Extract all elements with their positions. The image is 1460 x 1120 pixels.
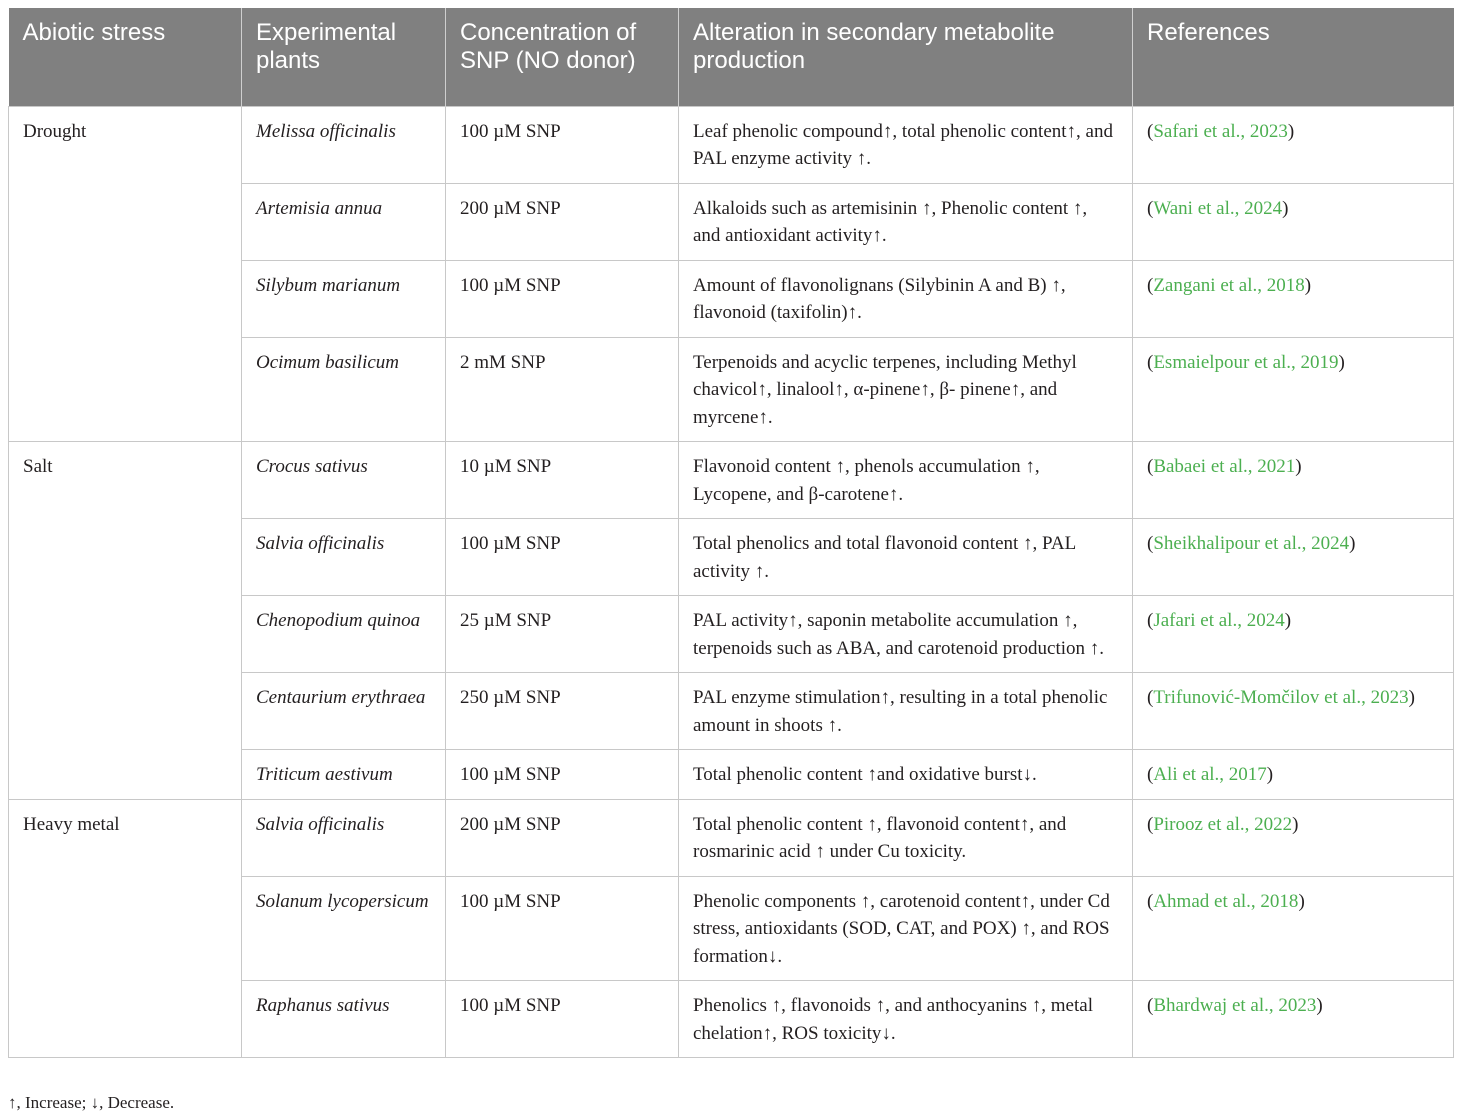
plant-cell: Chenopodium quinoa xyxy=(242,596,446,673)
plant-cell: Triticum aestivum xyxy=(242,750,446,800)
alteration-cell: Flavonoid content ↑, phenols accumulation ↑, Lycopene, and β-carotene↑. xyxy=(679,442,1133,519)
reference-cell: (Trifunović-Momčilov et al., 2023) xyxy=(1133,673,1454,750)
plant-cell: Salvia officinalis xyxy=(242,519,446,596)
concentration-cell: 100 µM SNP xyxy=(446,519,679,596)
concentration-cell: 100 µM SNP xyxy=(446,106,679,183)
plant-cell: Silybum marianum xyxy=(242,260,446,337)
reference-link[interactable]: Safari et al., 2023 xyxy=(1153,120,1288,142)
table-row xyxy=(9,442,1454,519)
reference-cell: (Safari et al., 2023) xyxy=(1133,106,1454,183)
concentration-cell: 100 µM SNP xyxy=(446,981,679,1058)
reference-cell: (Jafari et al., 2024) xyxy=(1133,596,1454,673)
alteration-cell: PAL activity↑, saponin metabolite accumulation ↑, terpenoids such as ABA, and carotenoid production ↑. xyxy=(679,596,1133,673)
reference-cell: (Esmaielpour et al., 2019) xyxy=(1133,337,1454,442)
plant-cell: Melissa officinalis xyxy=(242,106,446,183)
table-footnote: ↑, Increase; ↓, Decrease. xyxy=(8,1093,175,1112)
reference-link[interactable]: Esmaielpour et al., 2019 xyxy=(1153,351,1339,373)
alteration-cell: Phenolics ↑, flavonoids ↑, and anthocyanins ↑, metal chelation↑, ROS toxicity↓. xyxy=(679,981,1133,1058)
reference-cell: (Ali et al., 2017) xyxy=(1133,750,1454,800)
reference-link[interactable]: Babaei et al., 2021 xyxy=(1153,456,1296,477)
plant-cell: Salvia officinalis xyxy=(242,799,446,876)
reference-cell: (Ahmad et al., 2018) xyxy=(1133,876,1454,981)
stress-cell: Salt xyxy=(9,442,242,800)
concentration-cell: 2 mM SNP xyxy=(446,337,679,442)
alteration-cell: PAL enzyme stimulation↑, resulting in a total phenolic amount in shoots ↑. xyxy=(679,673,1133,750)
reference-cell: (Wani et al., 2024) xyxy=(1133,183,1454,260)
table-header xyxy=(9,8,1454,106)
alteration-cell: Total phenolics and total flavonoid content ↑, PAL activity ↑. xyxy=(679,519,1133,596)
concentration-cell: 200 µM SNP xyxy=(446,183,679,260)
reference-link[interactable]: Trifunović-Momčilov et al., 2023 xyxy=(1153,687,1409,708)
table-body xyxy=(9,106,1454,1058)
plant-cell: Raphanus sativus xyxy=(242,981,446,1058)
header-metabolite-alteration: Alteration in secondary metabolite production xyxy=(679,8,1133,106)
reference-link[interactable]: Zangani et al., 2018 xyxy=(1153,274,1305,296)
reference-link[interactable]: Ahmad et al., 2018 xyxy=(1153,890,1299,912)
table-row xyxy=(9,799,1454,876)
data-table xyxy=(8,8,1454,1058)
alteration-cell: Amount of flavonolignans (Silybinin A and B) ↑, flavonoid (taxifolin)↑. xyxy=(679,260,1133,337)
plant-cell: Crocus sativus xyxy=(242,442,446,519)
concentration-cell: 250 µM SNP xyxy=(446,673,679,750)
alteration-cell: Alkaloids such as artemisinin ↑, Phenolic content ↑, and antioxidant activity↑. xyxy=(679,183,1133,260)
plant-cell: Ocimum basilicum xyxy=(242,337,446,442)
reference-link[interactable]: Ali et al., 2017 xyxy=(1153,764,1267,785)
concentration-cell: 100 µM SNP xyxy=(446,750,679,800)
header-row xyxy=(9,8,1454,106)
concentration-cell: 100 µM SNP xyxy=(446,260,679,337)
reference-cell: (Sheikhalipour et al., 2024) xyxy=(1133,519,1454,596)
alteration-cell: Phenolic components ↑, carotenoid content↑, under Cd stress, antioxidants (SOD, CAT, and POX) ↑, and ROS formation↓. xyxy=(679,876,1133,981)
header-references: References xyxy=(1133,8,1454,106)
reference-cell: (Pirooz et al., 2022) xyxy=(1133,799,1454,876)
alteration-cell: Total phenolic content ↑and oxidative burst↓. xyxy=(679,750,1133,800)
plant-cell: Artemisia annua xyxy=(242,183,446,260)
alteration-cell: Total phenolic content ↑, flavonoid content↑, and rosmarinic acid ↑ under Cu toxicity. xyxy=(679,799,1133,876)
reference-cell: (Babaei et al., 2021) xyxy=(1133,442,1454,519)
plant-cell: Centaurium erythraea xyxy=(242,673,446,750)
concentration-cell: 25 µM SNP xyxy=(446,596,679,673)
table-row xyxy=(9,106,1454,183)
reference-link[interactable]: Sheikhalipour et al., 2024 xyxy=(1153,533,1350,554)
header-snp-concentration: Concentration of SNP (NO donor) xyxy=(446,8,679,106)
reference-link[interactable]: Bhardwaj et al., 2023 xyxy=(1153,995,1317,1016)
header-abiotic-stress: Abiotic stress xyxy=(9,8,242,106)
alteration-cell: Terpenoids and acyclic terpenes, including Methyl chavicol↑, linalool↑, α-pinene↑, β- pinene↑, and myrcene↑. xyxy=(679,337,1133,442)
header-experimental-plants: Experimental plants xyxy=(242,8,446,106)
reference-cell: (Bhardwaj et al., 2023) xyxy=(1133,981,1454,1058)
reference-link[interactable]: Pirooz et al., 2022 xyxy=(1153,813,1293,835)
reference-link[interactable]: Jafari et al., 2024 xyxy=(1153,610,1285,631)
reference-link[interactable]: Wani et al., 2024 xyxy=(1153,197,1283,219)
stress-cell: Heavy metal xyxy=(9,799,242,1058)
alteration-cell: Leaf phenolic compound↑, total phenolic content↑, and PAL enzyme activity ↑. xyxy=(679,106,1133,183)
stress-cell: Drought xyxy=(9,106,242,442)
concentration-cell: 100 µM SNP xyxy=(446,876,679,981)
plant-cell: Solanum lycopersicum xyxy=(242,876,446,981)
concentration-cell: 10 µM SNP xyxy=(446,442,679,519)
concentration-cell: 200 µM SNP xyxy=(446,799,679,876)
reference-cell: (Zangani et al., 2018) xyxy=(1133,260,1454,337)
